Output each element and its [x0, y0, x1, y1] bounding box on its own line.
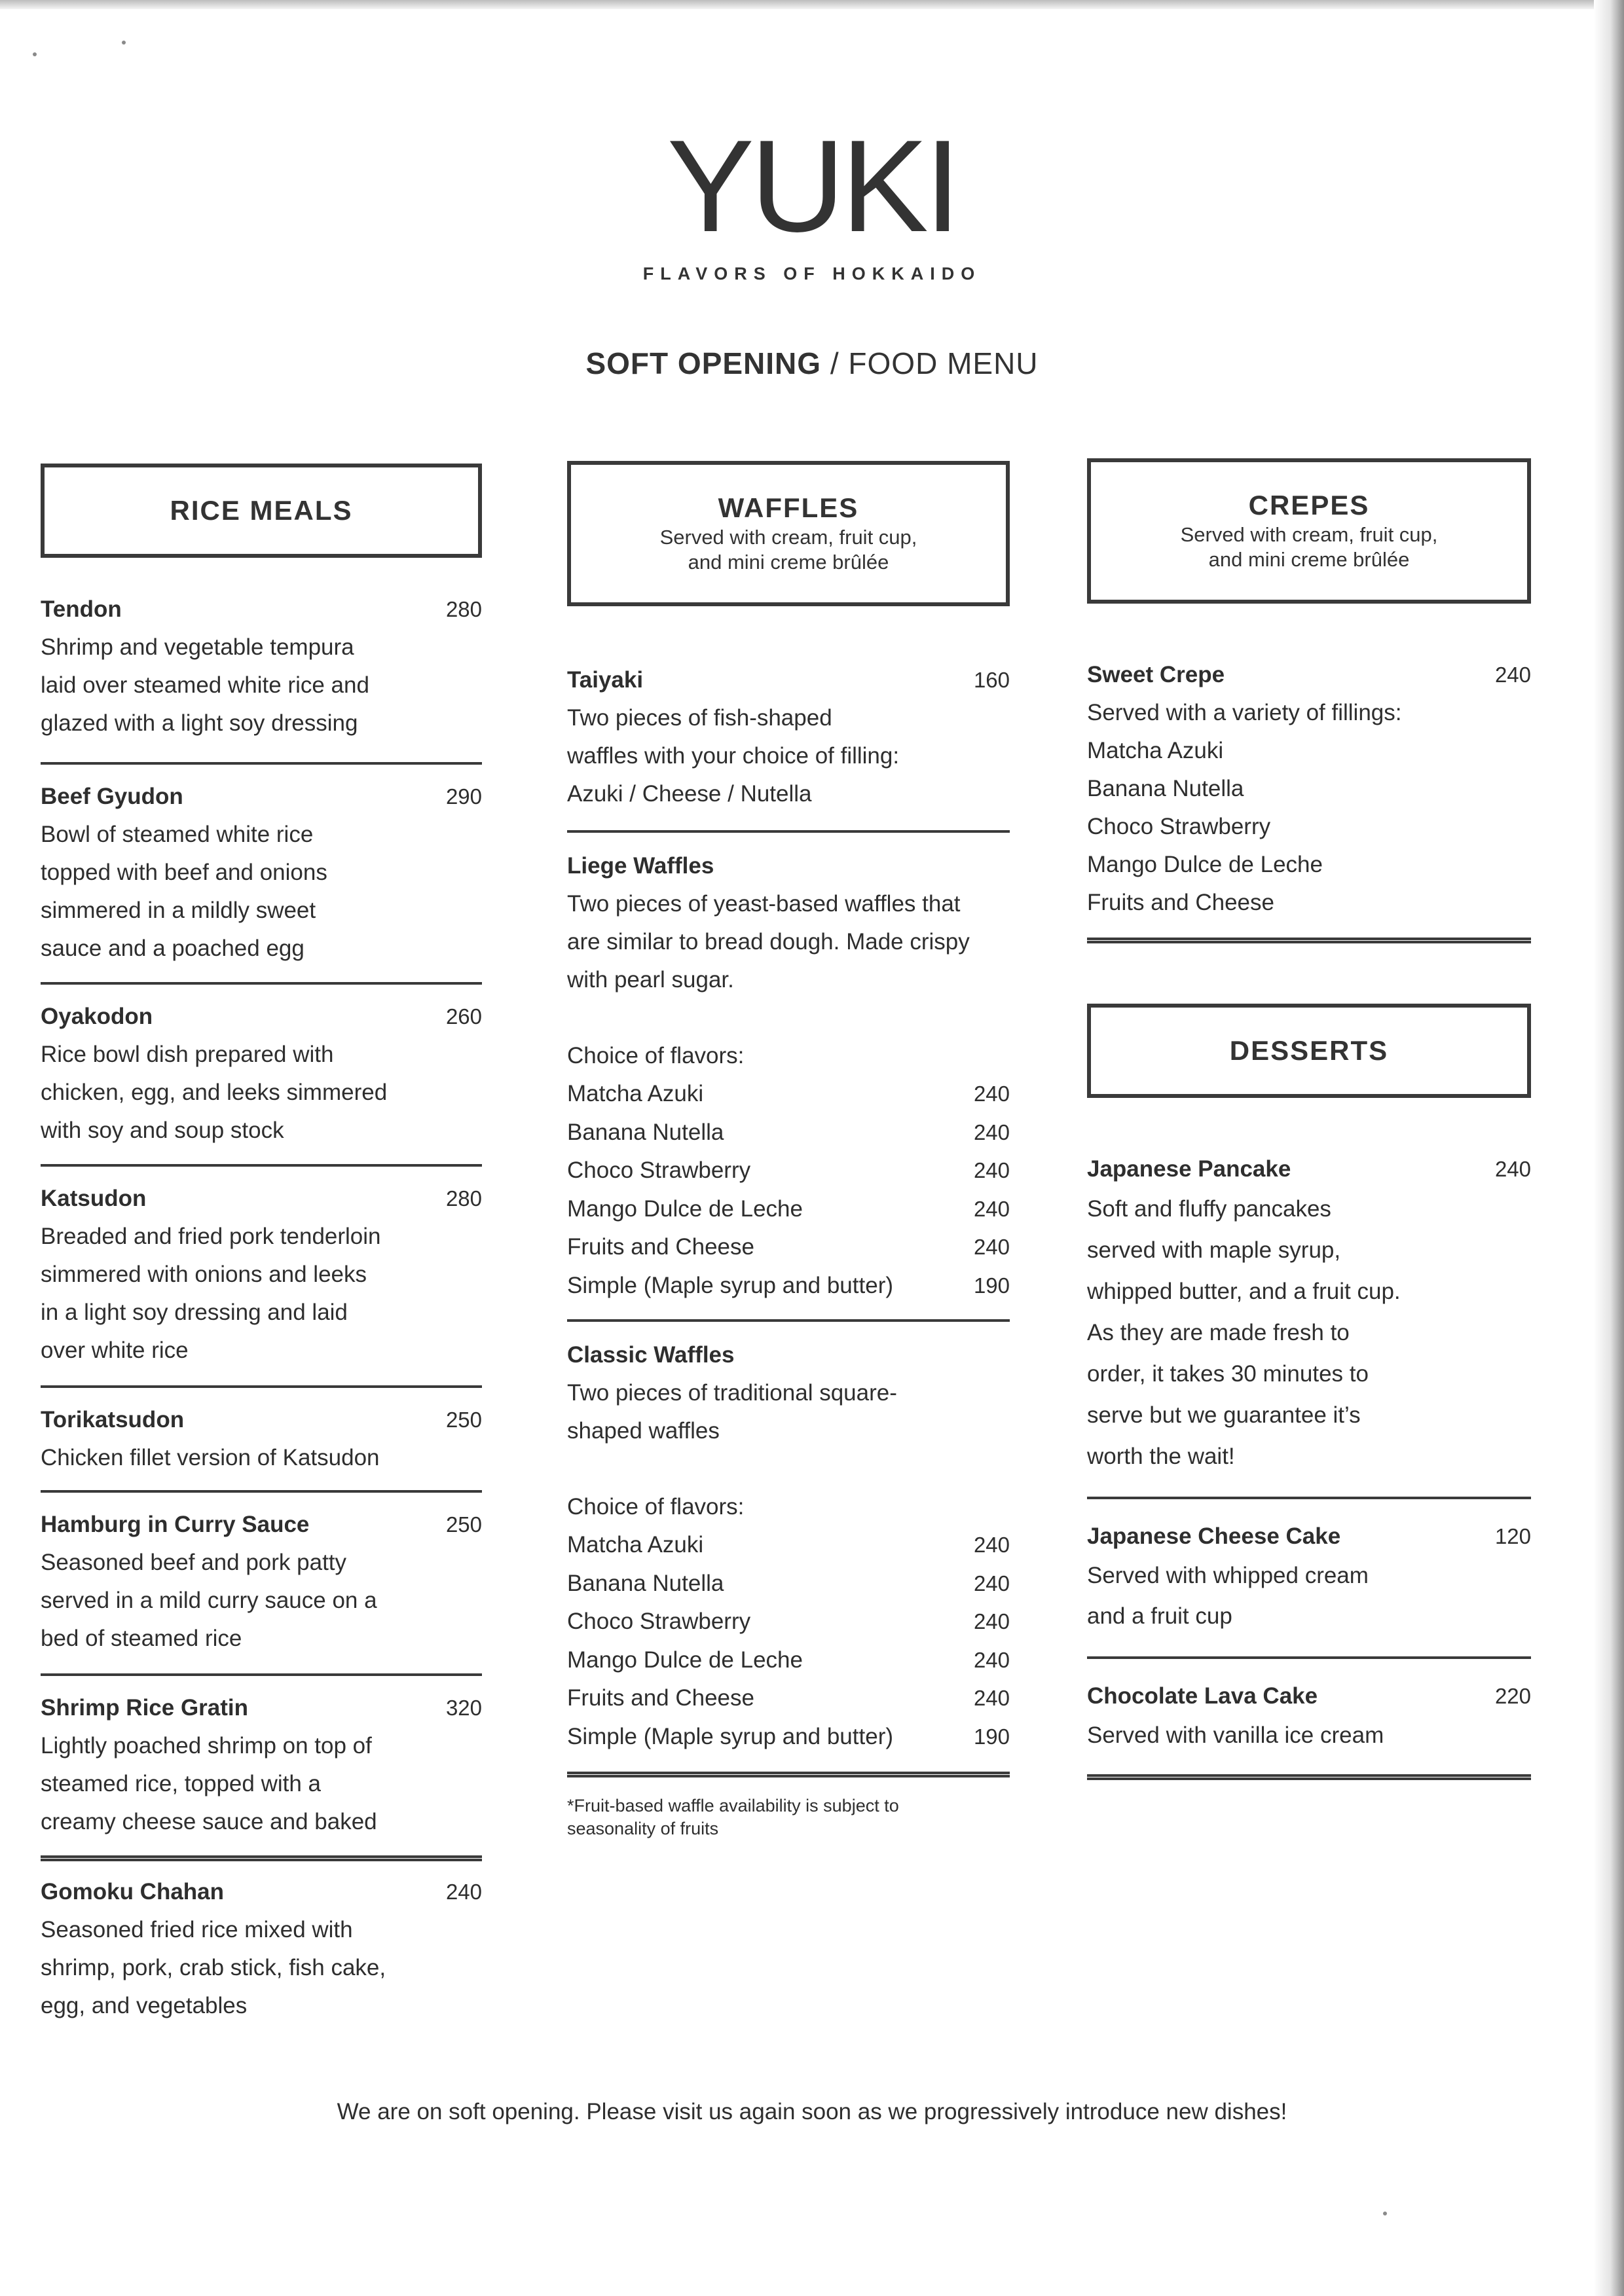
flavor-row: Simple (Maple syrup and butter) 190: [567, 1723, 1010, 1749]
menu-title-bold: SOFT OPENING: [585, 346, 822, 380]
item-description: Two pieces of fish-shaped waffles with your choice of filling: Azuki / Cheese / Nutella: [567, 705, 900, 807]
item-name: Gomoku Chahan: [41, 1879, 225, 1904]
item-description: Soft and fluffy pancakes served with maple syrup, whipped butter, and a fruit cup. As they are made fresh to order, it takes 30 minutes to serve but we guarantee it’s worth the wait!: [1087, 1196, 1401, 1469]
menu-title: [0, 346, 1624, 381]
desserts-header-box: [1087, 1004, 1531, 1098]
item-name: Hamburg in Curry Sauce: [41, 1512, 310, 1537]
item-description: Shrimp and vegetable tempura laid over steamed white rice and glazed with a light soy dressing: [41, 634, 369, 736]
item-description: Chicken fillet version of Katsudon: [41, 1445, 380, 1470]
double-divider: [1087, 1774, 1531, 1780]
divider: [41, 1385, 482, 1388]
menu-title-light: FOOD MENU: [848, 346, 1039, 380]
divider: [567, 830, 1010, 833]
item-name: Tendon: [41, 596, 122, 622]
item-description: Seasoned fried rice mixed with shrimp, pork, crab stick, fish cake, egg, and vegetables: [41, 1917, 386, 2018]
logo: [0, 113, 1624, 284]
item-price: 250: [445, 1408, 482, 1432]
logo-tagline: FLAVORS OF HOKKAIDO: [642, 264, 982, 283]
menu-item-tendon: [41, 591, 482, 742]
waffles-title: WAFFLES: [718, 492, 859, 523]
item-name: Chocolate Lava Cake: [1087, 1683, 1318, 1709]
item-name: Katsudon: [41, 1186, 147, 1211]
item-name: Sweet Crepe: [1087, 662, 1225, 687]
scan-top-edge: [0, 0, 1624, 9]
item-name: Oyakodon: [41, 1004, 153, 1029]
item-description: Rice bowl dish prepared with chicken, egg, and leeks simmered with soy and soup stock: [41, 1042, 388, 1143]
item-name: Torikatsudon: [41, 1407, 185, 1432]
waffles-subtitle: Served with cream, fruit cup, and mini creme brûlée: [659, 526, 917, 574]
item-name: Shrimp Rice Gratin: [41, 1695, 249, 1721]
menu-item-torikatsudon: [41, 1401, 482, 1477]
item-name: Liege Waffles: [567, 853, 714, 879]
item-description: Bowl of steamed white rice topped with beef and onions simmered in a mildly sweet sauce and a poached egg: [41, 822, 327, 961]
crepes-header-box: [1087, 458, 1531, 604]
menu-item-gomoku-chahan: [41, 1873, 482, 2025]
item-price: 260: [445, 1004, 482, 1029]
flavor-row: Banana Nutella 240: [567, 1570, 1010, 1596]
item-description: Two pieces of yeast-based waffles that are similar to bread dough. Made crispy with pearl sugar.: [567, 891, 970, 993]
flavor-list: [567, 1075, 1010, 1305]
menu-item-classic-waffles: [567, 1336, 1010, 1756]
item-name: Beef Gyudon: [41, 784, 183, 809]
item-description: Served with vanilla ice cream: [1087, 1722, 1384, 1748]
scan-speck: [1383, 2212, 1387, 2215]
menu-item-japanese-cheese-cake: [1087, 1518, 1531, 1637]
item-price: 240: [1494, 1157, 1531, 1181]
menu-item-sweet-crepe: [1087, 656, 1531, 922]
item-price: 240: [445, 1880, 482, 1904]
item-description: Served with a variety of fillings: Matcha Azuki Banana Nutella Choco Strawberry Mango Dulce de Leche Fruits and Cheese: [1087, 700, 1402, 915]
flavor-list: [567, 1526, 1010, 1756]
item-description: Breaded and fried pork tenderloin simmered with onions and leeks in a light soy dressing and laid over white rice: [41, 1224, 381, 1363]
rice-meals-title: RICE MEALS: [170, 495, 353, 526]
item-name: Classic Waffles: [567, 1342, 735, 1368]
flavor-row: Choco Strawberry 240: [567, 1157, 1010, 1183]
divider: [1087, 1497, 1531, 1499]
flavor-row: Matcha Azuki 240: [567, 1532, 1010, 1558]
divider: [567, 1319, 1010, 1322]
flavor-row: Fruits and Cheese 240: [567, 1234, 1010, 1260]
item-price: 280: [445, 1186, 482, 1211]
flavor-row: Matcha Azuki 240: [567, 1081, 1010, 1106]
flavor-row: Fruits and Cheese 240: [567, 1685, 1010, 1711]
flavor-row: Choco Strawberry 240: [567, 1609, 1010, 1634]
rice-meals-column: [41, 464, 482, 2025]
item-description: Seasoned beef and pork patty served in a mild curry sauce on a bed of steamed rice: [41, 1550, 377, 1651]
flavor-row: Banana Nutella 240: [567, 1119, 1010, 1145]
choice-label: Choice of flavors:: [567, 1494, 745, 1520]
menu-item-taiyaki: [567, 661, 1010, 813]
logo-wordmark: YUKI: [667, 113, 957, 259]
item-price: 120: [1494, 1524, 1531, 1548]
menu-item-katsudon: [41, 1180, 482, 1370]
item-name: Japanese Pancake: [1087, 1156, 1291, 1182]
flavor-row: Mango Dulce de Leche 240: [567, 1647, 1010, 1673]
waffles-column: [567, 461, 1010, 1840]
item-price: 220: [1494, 1684, 1531, 1708]
divider: [41, 1164, 482, 1167]
menu-item-shrimp-rice-gratin: [41, 1689, 482, 1841]
menu-item-japanese-pancake: [1087, 1150, 1531, 1477]
crepes-title: CREPES: [1248, 490, 1370, 520]
item-price: 240: [1494, 663, 1531, 687]
item-price: 280: [445, 597, 482, 621]
item-price: 160: [973, 668, 1010, 692]
menu-item-liege-waffles: [567, 847, 1010, 1305]
item-price: 290: [445, 784, 482, 809]
divider: [1087, 1656, 1531, 1659]
waffle-availability-note: *Fruit-based waffle availability is subject to seasonality of fruits: [567, 1796, 899, 1838]
menu-item-beef-gyudon: [41, 778, 482, 968]
crepes-subtitle: Served with cream, fruit cup, and mini creme brûlée: [1180, 523, 1438, 571]
choice-label: Choice of flavors:: [567, 1043, 745, 1068]
flavor-row: Simple (Maple syrup and butter) 190: [567, 1272, 1010, 1298]
footer-message: We are on soft opening. Please visit us again soon as we progressively introduce new dishes!: [337, 2099, 1287, 2124]
scan-right-edge: [1594, 0, 1624, 2296]
item-name: Taiyaki: [567, 667, 644, 693]
divider: [41, 1490, 482, 1493]
double-divider: [1087, 938, 1531, 943]
divider: [41, 982, 482, 985]
scan-speck: [122, 41, 126, 45]
divider: [41, 1673, 482, 1676]
waffles-header-box: [567, 461, 1010, 606]
item-price: 250: [445, 1512, 482, 1537]
menu-item-chocolate-lava-cake: [1087, 1677, 1531, 1756]
item-description: Two pieces of traditional square- shaped waffles: [567, 1380, 897, 1444]
scan-speck: [33, 52, 37, 56]
item-name: Japanese Cheese Cake: [1087, 1523, 1341, 1549]
menu-item-hamburg-curry: [41, 1506, 482, 1658]
item-description: Lightly poached shrimp on top of steamed rice, topped with a creamy cheese sauce and baked: [41, 1733, 377, 1834]
rice-meals-header-box: [41, 464, 482, 558]
menu-item-oyakodon: [41, 998, 482, 1150]
divider: [41, 762, 482, 765]
double-divider: [567, 1772, 1010, 1777]
crepes-desserts-column: [1087, 458, 1531, 1780]
flavor-row: Mango Dulce de Leche 240: [567, 1195, 1010, 1222]
double-divider: [41, 1855, 482, 1861]
item-description: Served with whipped cream and a fruit cup: [1087, 1563, 1369, 1629]
desserts-title: DESSERTS: [1229, 1035, 1389, 1066]
menu-title-separator: /: [821, 346, 849, 380]
item-price: 320: [445, 1696, 482, 1720]
